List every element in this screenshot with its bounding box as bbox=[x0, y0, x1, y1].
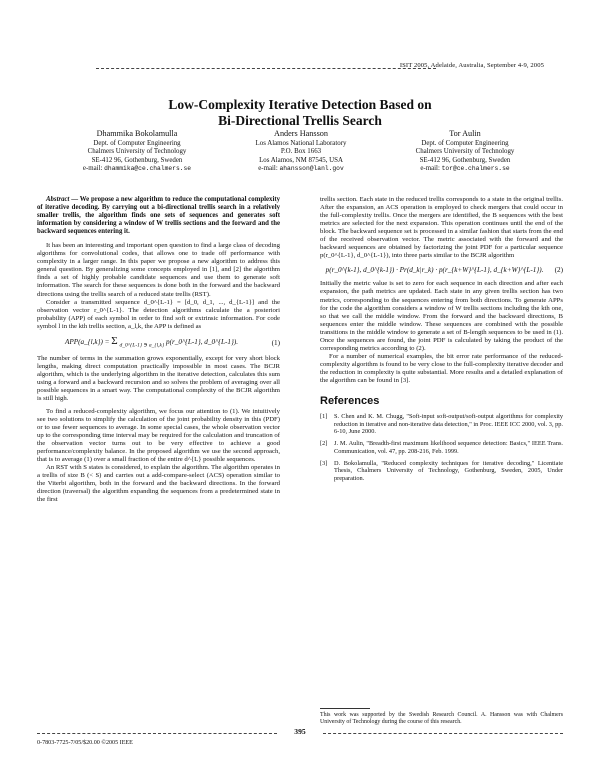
paragraph: It has been an interesting and important open question to find a large class of decoding algorithms for convolutional codes, that allows one to trade off performance with complexity in a larger range. In this paper we propose a new algorithm to address this general question. By generalizing some concepts employed in [1], and [2] the algorithm finds a set of highly probable candidate sequences and use them to generate soft information. The search for these sequences is done both in the forward and the backward directions using the trellis search of a reduced state trellis (RST). bbox=[37, 242, 280, 298]
reference-item bbox=[320, 440, 563, 455]
reference-text: D. Bokolamulla, "Reduced complexity techniques for iterative decoding," Licentiate Thesis, Chalmers University of Technology, Gothenburg, Sweden, 2005, Under preparation. bbox=[334, 459, 563, 482]
abstract bbox=[37, 196, 280, 236]
author-address: Los Alamos, NM 87545, USA bbox=[259, 156, 343, 164]
equation-1 bbox=[37, 334, 280, 349]
author-email: dhammika@ce.chalmers.se bbox=[104, 165, 192, 173]
paragraph: An RST with S states is considered, to explain the algorithm. The algorithm operates in a trellis of size B (< S) and carries out a add-compare-select (ACS) operation similar to the Viterbi algorithm, both in the forward and the backward directions. In the forward direction (traversal) the algorithm expanding the sequences from a predetermined state in the first bbox=[37, 463, 280, 504]
title-line-2: Bi-Directional Trellis Search bbox=[218, 113, 382, 128]
footnote-rule bbox=[320, 708, 370, 709]
right-column bbox=[320, 196, 563, 487]
author-block-2 bbox=[216, 130, 386, 174]
footnote: This work was supported by the Swedish Research Council. A. Hansson was with Chalmers University of Technology during the course of this research. bbox=[320, 712, 563, 725]
page-number: 395 bbox=[294, 727, 306, 736]
reference-number: [3] bbox=[320, 459, 328, 467]
reference-text: J. M. Aulin, "Breadth-first maximum likelihood sequence detection: Basics," IEEE Trans. Communication, vol. 47, pp. 208-216, Feb. 1999. bbox=[334, 440, 563, 455]
paper-title bbox=[0, 97, 600, 129]
equation-2 bbox=[320, 266, 563, 274]
author-email-line bbox=[216, 165, 386, 174]
author-dept: Los Alamos National Laboratory bbox=[255, 139, 347, 147]
paragraph: Initially the metric value is set to zero for each sequence in each direction and after each expansion, the path metrics are updated. Each state in any given trellis section has two metrics, corresponding to the sequences entering from both directions. To generate APPs for the code the algorithm considers a window of W trellis sections including the kth one, so that we call the middle window. From the forward and the backward directions, B sequences enter the middle window. These sequences are combined with the possible transitions in the middle window to generate a set of B-length sequences to be used in (1). Once the sequences are found, the joint PDF is calculated by taking the product of the corresponding metrics according to (2). bbox=[320, 280, 563, 352]
equation-body: p(r_0^{k-1}, d_0^{k-1}) · Pr(d_k|r_k) · p(r_{k+W}^{L-1}, d_{k+W}^{L-1}). bbox=[325, 266, 544, 275]
equation-body bbox=[37, 334, 266, 349]
author-name: Tor Aulin bbox=[449, 129, 481, 138]
left-column bbox=[37, 196, 280, 504]
paragraph: Consider a transmitted sequence d_0^{L-1} = [d_0, d_1, ..., d_{L-1}] and the observation vector r_0^{L-1}. The detection algorithms calculate the a posteriori probability (APP) of each symbol in order to find soft or extrinsic information. For code symbol l in the kth trellis section, a_l,k, the APP is defined as bbox=[37, 298, 280, 330]
author-institution: Chalmers University of Technology bbox=[87, 148, 187, 156]
reference-item bbox=[320, 460, 563, 483]
author-address: SE-412 96, Gothenburg, Sweden bbox=[91, 156, 183, 164]
author-address: SE-412 96, Gothenburg, Sweden bbox=[419, 156, 511, 164]
reference-number: [2] bbox=[320, 440, 328, 448]
paragraph: To find a reduced-complexity algorithm, we focus our attention to (1). We intuitively see two solutions to simplify the calculation of the joint probability density in this (PDF) or to use fewer sequences to average. In some special cases, the whole observation vector up to the corresponding time interval may be required for the calculation and truncation of the observation vector turns out to be very effective to achieve a good performance/complexity balance. In the proposed algorithm we use the second approach, that is to average (1) over a small fraction of the entire d^{L} possible sequences. bbox=[37, 407, 280, 463]
author-name: Anders Hansson bbox=[274, 129, 328, 138]
equation-number: (1) bbox=[271, 338, 280, 347]
author-email-line bbox=[380, 165, 550, 174]
author-block-1 bbox=[52, 130, 222, 174]
title-line-1: Low-Complexity Iterative Detection Based on bbox=[168, 97, 432, 112]
author-institution: P.O. Box 1663 bbox=[280, 148, 322, 156]
copyright-notice: 0-7803-7725-7/05/$20.00 ©2005 IEEE bbox=[37, 740, 133, 746]
author-dept: Dept. of Computer Engineering bbox=[93, 139, 181, 147]
author-email: ahansson@lanl.gov bbox=[279, 165, 344, 173]
author-institution: Chalmers University of Technology bbox=[415, 148, 515, 156]
author-name: Dhammika Bokolamulla bbox=[96, 129, 178, 138]
reference-text: S. Chen and K. M. Chugg, "Soft-input soft-output/soft-output algorithms for complexity reduction in iterative and non-iterative data detection," in Proc. IEEE ICC 2000, vol. 3, pp. 6-10, June 2000. bbox=[334, 413, 563, 436]
equation-rhs: p(r_0^{L-1}, d_0^{L-1}). bbox=[165, 337, 239, 346]
summation-symbol: Σ bbox=[111, 334, 118, 347]
reference-number: [1] bbox=[320, 413, 328, 421]
abstract-label: Abstract bbox=[46, 196, 70, 203]
author-block-3 bbox=[380, 130, 550, 174]
email-label: e-mail: bbox=[420, 165, 440, 173]
author-email: tor@ce.chalmers.se bbox=[441, 165, 510, 173]
paragraph: The number of terms in the summation grows exponentially, except for very short block lengths, making direct computation practically impossible in most cases. The BCJR algorithm, which is the underlying algorithm in the iterative detection, calculates this sum using a forward and a backward recursion and so solves the problem of averaging over all possible sequences in a smart way. The computational complexity of the BCJR algorithm is still high. bbox=[37, 355, 280, 403]
equation-lhs: APP(a_{l,k}) = bbox=[64, 337, 110, 346]
summation-index: d_0^{L-1} ∋ a_{l,k} bbox=[119, 342, 165, 349]
abstract-text: — We propose a new algorithm to reduce the computational complexity of iterative decoding. By carrying out a bi-directional trellis search in a relatively smaller trellis, the algorithm finds one sets of sequences and generates soft information by considering a window of W trellis sections and the forward and the backward sequences entering it. bbox=[37, 196, 280, 236]
reference-item bbox=[320, 413, 563, 436]
paragraph: trellis section. Each state in the reduced trellis corresponds to a state in the original trellis. After the expansion, an ACS operation is employed to check mergers that could occur in the full-complexity trellis. Once the mergers are identified, the B sequences with the best metrics are selected for the next expansion. This operation continues until the end of the block. The backward sequence set is processed in a similar fashion that starts from the end of the received observation vector. The metric associated with the forward and the backward sequences are obtained by factorizing the joint PDF for a particular sequence p(r_0^{L-1}, d_0^{L-1}), into three parts similar to the BCJR algorithm bbox=[320, 196, 563, 260]
equation-number: (2) bbox=[554, 266, 563, 275]
paragraph: For a number of numerical examples, the bit error rate performance of the reduced-complexity algorithm is found to be very close to the full-complexity iterative decoder and the reduction in complexity is quite substantial. More results and a detailed explanation of the algorithm can be found in [3]. bbox=[320, 352, 563, 384]
conference-header: ISIT 2005, Adelaide, Australia, September 4-9, 2005 bbox=[399, 62, 544, 69]
references-heading: References bbox=[320, 395, 380, 408]
author-dept: Dept. of Computer Engineering bbox=[421, 139, 509, 147]
header-rule bbox=[96, 68, 436, 69]
author-email-line bbox=[52, 165, 222, 174]
email-label: e-mail: bbox=[258, 165, 278, 173]
email-label: e-mail: bbox=[82, 165, 103, 173]
